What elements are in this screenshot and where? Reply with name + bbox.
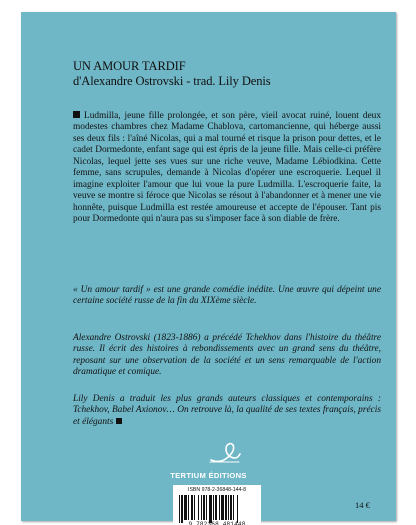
author-paragraph: Alexandre Ostrovski (1823-1886) a précédé Tchekhov dans l'histoire du théâtre russe. Il écrit des histoires à rebondissements avec un grand sens du théâtre, reposant sur une observation de la société et un sens remarquable de l'action dramatique et comique. — [73, 333, 381, 378]
book-subtitle: d'Alexandre Ostrovski - trad. Lily Denis — [73, 74, 271, 88]
book-back-cover — [21, 12, 396, 525]
barcode — [173, 485, 261, 525]
synopsis-paragraph — [73, 111, 381, 226]
barcode-bars — [179, 495, 257, 523]
isbn-label: ISBN 978-2-36848-144-8 — [188, 487, 246, 493]
book-title: UN AMOUR TARDIF — [73, 59, 186, 73]
title-block — [73, 59, 271, 89]
tertium-logo-icon — [208, 441, 242, 465]
price: 14 € — [355, 500, 370, 510]
square-bullet-icon — [73, 111, 80, 118]
comedy-paragraph: « Un amour tardif » est une grande comédie inédite. Une œuvre qui dépeint une certaine société russe de la fin du XIXème siècle. — [73, 285, 381, 307]
synopsis-text: Ludmilla, jeune fille prolongée, et son père, vieil avocat ruiné, louent deux modestes chambres chez Madame Chablova, cartomancienne, qui héberge aussi ses deux fils : l'aîné Nicolas, qui a mal tourné et risque la prison pour dettes, et le cadet Dormedonte, enfant sage qui est épris de la jeune fille. Mais celle-ci préfère Nicolas, lequel jette ses vues sur une riche veuve, Madame Lébiodkina. Cette femme, sans scrupules, demande à Nicolas d'opérer une escroquerie. Lequel il imagine exploiter l'amour que lui voue la pure Ludmilla. L'escroquerie faite, la veuve se montre si féroce que Nicolas se résout à l'abandonner et à mener une vie honnête, puisque Ludmilla est restée amoureuse et accepte de l'épouser. Tant pis pour Dormedonte qui n'aura pas su s'imposer face à son diable de frère. — [73, 111, 381, 225]
end-square-icon — [116, 418, 122, 424]
publisher-name: TERTIUM ÉDITIONS — [170, 471, 247, 480]
translator-text: Lily Denis a traduit les plus grands auteurs classiques et contemporains : Tchekhov, Babel Axionov… On retrouve là, la qualité de ses textes français, précis et élégants — [73, 394, 381, 427]
ean-number: 9 782368 481448 — [188, 521, 246, 525]
translator-paragraph — [73, 394, 381, 428]
